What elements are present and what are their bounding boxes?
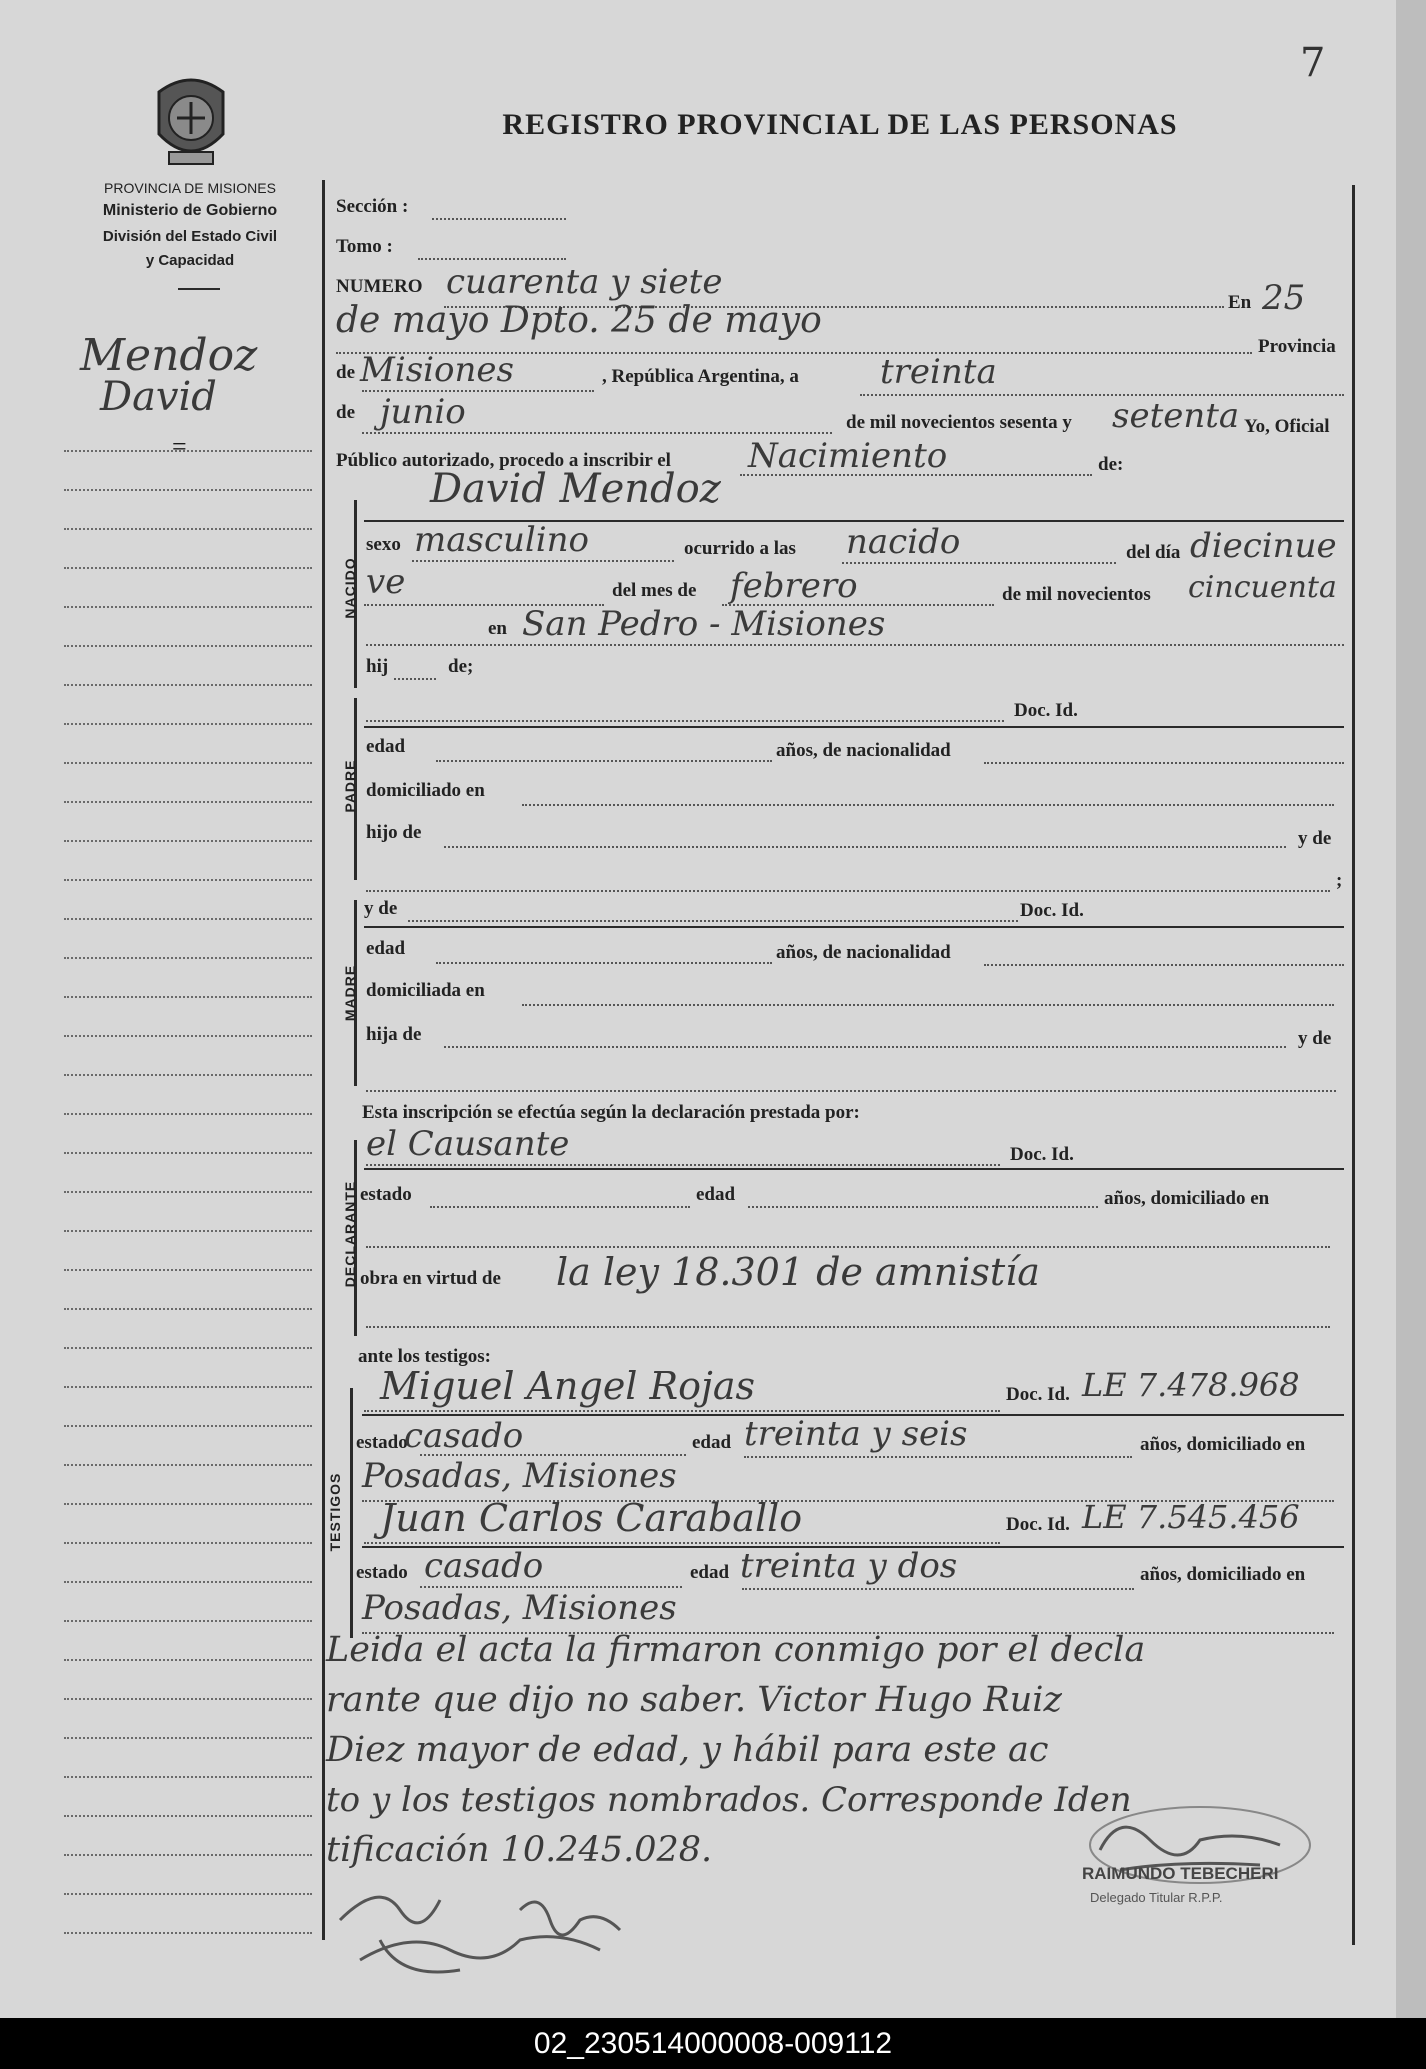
nombre-value: David Mendoz [430, 466, 721, 512]
madre-dom-line [522, 1004, 1334, 1006]
sexo-label: sexo [366, 534, 401, 555]
sidebar-rule-line [64, 1620, 312, 1622]
anio-value: setenta [1112, 396, 1240, 436]
testigo1-estado-label: estado [356, 1432, 408, 1453]
testigo2-doc-value: LE 7.545.456 [1082, 1498, 1300, 1536]
en-label-nac: en [488, 618, 507, 639]
de-semi-label: de; [448, 656, 474, 677]
sidebar-rule-line [64, 450, 312, 452]
de-colon-label: de: [1098, 454, 1124, 475]
image-caption: 02_230514000008-009112 [0, 2018, 1426, 2069]
sidebar-rule-line [64, 1152, 312, 1154]
sidebar-rule-line [64, 1815, 312, 1817]
sidebar-rule-line [64, 801, 312, 803]
testigo2-dom-value: Posadas, Misiones [362, 1588, 677, 1628]
declarante-doc-label: Doc. Id. [1010, 1144, 1074, 1165]
sidebar-rule-line [64, 762, 312, 764]
declarante-dom-line [366, 1246, 1330, 1248]
testigo1-dom-label: años, domiciliado en [1140, 1434, 1306, 1455]
note-line-3: Diez mayor de edad, y hábil para este ac [326, 1730, 1049, 1770]
testigo2-name-line [364, 1542, 1000, 1544]
padre-dom-line [522, 804, 1334, 806]
margin-given-name: David [100, 374, 217, 420]
sidebar-rule-line [64, 1464, 312, 1466]
ministry-label: Ministerio de Gobierno [102, 202, 278, 219]
padre-edad-label: edad [366, 736, 406, 757]
obra-label: obra en virtud de [360, 1268, 501, 1289]
document-title: REGISTRO PROVINCIAL DE LAS PERSONAS [502, 108, 1178, 141]
province-label: PROVINCIA DE MISIONES [104, 180, 276, 196]
madre-hija-line [444, 1046, 1286, 1048]
testigo1-doc-label: Doc. Id. [1006, 1384, 1070, 1405]
madre-y-de-label-2: y de [1298, 1028, 1332, 1049]
sidebar-rule-line [64, 1230, 312, 1232]
lugar-value: de mayo Dpto. 25 de mayo [336, 300, 822, 341]
lugar-nac-value: San Pedro - Misiones [522, 604, 886, 644]
padre-hijo-label: hijo de [366, 822, 422, 843]
del-dia-label: del día [1126, 542, 1181, 563]
ante-label: ante los testigos: [358, 1346, 491, 1367]
padre-edad-line [436, 760, 772, 762]
declarante-section-label: DECLARANTE [342, 1180, 358, 1288]
sidebar-rule-line [64, 1269, 312, 1271]
declarante-dom-label: años, domiciliado en [1104, 1188, 1270, 1209]
numero-label: NUMERO [336, 276, 423, 297]
testigo2-edad-line [742, 1588, 1134, 1590]
testigo2-name: Juan Carlos Caraballo [380, 1496, 803, 1540]
sidebar-rule-line [64, 1425, 312, 1427]
sidebar-rule-line [64, 606, 312, 608]
obra-line [366, 1326, 1330, 1328]
testigo1-name: Miguel Angel Rojas [380, 1364, 755, 1408]
declarante-estado-label: estado [360, 1184, 412, 1205]
obra-value: la ley 18.301 de amnistía [556, 1250, 1040, 1294]
sidebar-rule-line [64, 840, 312, 842]
padre-section-label: PADRE [342, 759, 358, 813]
sidebar-rule-line [64, 1347, 312, 1349]
testigos-bracket [350, 1388, 353, 1638]
left-margin-line [322, 180, 325, 1940]
padre-dom-label: domiciliado en [366, 780, 485, 801]
capacity-label: y Capacidad [145, 252, 235, 269]
mes-nac-value: febrero [730, 566, 858, 606]
testigo1-edad-line [744, 1456, 1132, 1458]
declarante-value: el Causante [366, 1124, 570, 1164]
mes-value: junio [380, 392, 466, 432]
sidebar-rule-line [64, 1893, 312, 1895]
declarante-estado-line [430, 1206, 690, 1208]
en-value: 25 [1262, 278, 1306, 318]
testigo1-estado-value: casado [404, 1416, 524, 1456]
sidebar-rule-line [64, 1503, 312, 1505]
sidebar-rule-line [64, 918, 312, 920]
ocurrido-label: ocurrido a las [684, 538, 796, 559]
testigo1-edad-value: treinta y seis [744, 1414, 968, 1454]
testigo2-estado-label: estado [356, 1562, 408, 1583]
dia-nac-value-1: diecinue [1190, 526, 1337, 566]
testigo2-doc-label: Doc. Id. [1006, 1514, 1070, 1535]
note-line-4: to y los testigos nombrados. Corresponde Iden [326, 1780, 1132, 1820]
madre-doc-label: Doc. Id. [1020, 900, 1084, 921]
sidebar-divider [178, 288, 220, 290]
numero-value: cuarenta y siete [446, 262, 723, 302]
sidebar-rule-line [64, 957, 312, 959]
madre-nac-line [984, 964, 1344, 966]
en-label: En [1228, 292, 1252, 313]
sidebar-rule-line [64, 1386, 312, 1388]
hij-label: hij [366, 656, 389, 677]
padre-name-line [366, 720, 1004, 722]
sexo-value: masculino [414, 520, 590, 560]
sidebar-rule-line [64, 1074, 312, 1076]
testigos-section-label: TESTIGOS [327, 1472, 343, 1552]
sidebar-rule-line [64, 1581, 312, 1583]
sexo-line [412, 560, 674, 562]
madre-dom-label: domiciliada en [366, 980, 485, 1001]
acto-line [740, 474, 1092, 476]
madre-y-de-label: y de [364, 898, 398, 919]
testigo1-dom-value: Posadas, Misiones [362, 1456, 677, 1496]
padre-semicolon: ; [1336, 870, 1343, 891]
republica-label: , República Argentina, a [602, 366, 799, 387]
testigo1-name-line [364, 1410, 1000, 1412]
acto-value: Nacimiento [748, 436, 948, 476]
madre-name-line [408, 920, 1018, 922]
declarante-name-line [366, 1164, 1000, 1166]
testigo1-doc-value: LE 7.478.968 [1082, 1366, 1300, 1404]
declarante-edad-label: edad [696, 1184, 736, 1205]
signature-left [320, 1870, 650, 1990]
sidebar-rule-line [64, 1113, 312, 1115]
madre-hija-label: hija de [366, 1024, 422, 1045]
lugar-nac-line [366, 644, 1344, 646]
sidebar-rule-line [64, 996, 312, 998]
sidebar-rule-line [64, 1776, 312, 1778]
right-margin-line [1352, 185, 1355, 1945]
page-number: 7 [1300, 40, 1326, 86]
sidebar-rule-line [64, 684, 312, 686]
sidebar-rule-line [64, 879, 312, 881]
madre-top-line [364, 926, 1344, 928]
testigo2-edad-value: treinta y dos [740, 1546, 958, 1586]
publico-label: Público autorizado, procedo a inscribir el [336, 450, 671, 471]
padre-top-line [364, 726, 1344, 728]
seccion-label: Sección : [336, 196, 409, 217]
padre-hijo-line [444, 846, 1286, 848]
madre-extra-line [366, 1090, 1336, 1092]
hora-line [842, 562, 1116, 564]
sidebar-rule-line [64, 1698, 312, 1700]
mil-nov-label: de mil novecientos [1002, 584, 1151, 605]
hij-line [394, 678, 436, 680]
note-line-2: rante que dijo no saber. Victor Hugo Ruiz [326, 1680, 1062, 1720]
sidebar-rule-line [64, 1854, 312, 1856]
testigo2-estado-value: casado [424, 1546, 544, 1586]
anio-nac-value: cincuenta [1188, 570, 1337, 605]
testigo1-edad-label: edad [692, 1432, 732, 1453]
hora-value: nacido [846, 522, 961, 562]
stamp-name: RAIMUNDO TEBECHERI [1082, 1864, 1279, 1883]
sidebar-rule-line [64, 645, 312, 647]
stamp-title: Delegado Titular R.P.P. [1090, 1890, 1223, 1905]
dia-nac-value-2: ve [366, 562, 406, 602]
declarante-edad-line [748, 1206, 1098, 1208]
sidebar-rule-line [64, 1191, 312, 1193]
madre-edad-line [436, 962, 772, 964]
sidebar-rule-line [64, 489, 312, 491]
margin-surname: Mendoz [80, 330, 258, 381]
madre-section-label: MADRE [342, 964, 358, 1022]
padre-nac-label: años, de nacionalidad [776, 740, 951, 761]
sidebar-rule-line [64, 1737, 312, 1739]
del-mes-label: del mes de [612, 580, 697, 601]
padre-doc-label: Doc. Id. [1014, 700, 1078, 721]
dia-line [860, 394, 1344, 396]
testigo2-dom-label: años, domiciliado en [1140, 1564, 1306, 1585]
sidebar-rule-line [64, 723, 312, 725]
note-line-5: tificación 10.245.028. [326, 1830, 713, 1870]
declarante-top-line [364, 1168, 1344, 1170]
declaracion-label: Esta inscripción se efectúa según la declaración prestada por: [362, 1102, 860, 1123]
sidebar-rule-line [64, 1932, 312, 1934]
provincia-value: Misiones [360, 350, 514, 390]
madre-edad-label: edad [366, 938, 406, 959]
testigo2-edad-label: edad [690, 1562, 730, 1583]
sidebar-rule-line [64, 528, 312, 530]
padre-extra-line [366, 890, 1330, 892]
de-label-1: de [336, 362, 355, 383]
padre-y-de-label: y de [1298, 828, 1332, 849]
sidebar-rule-line [64, 1659, 312, 1661]
padre-nac-line [984, 762, 1344, 764]
division-label: División del Estado Civil [102, 228, 278, 245]
yo-oficial-label: Yo, Oficial [1244, 416, 1330, 437]
sidebar-rule-line [64, 1035, 312, 1037]
sidebar-rule-line [64, 567, 312, 569]
de-label-2: de [336, 402, 355, 423]
madre-nac-label: años, de nacionalidad [776, 942, 951, 963]
tomo-label: Tomo : [336, 236, 393, 257]
provincia-label: Provincia [1258, 336, 1336, 357]
nacido-section-label: NACIDO [342, 557, 358, 619]
coat-of-arms-emblem [145, 72, 237, 170]
mes-line [362, 432, 832, 434]
sidebar-rule-line [64, 1542, 312, 1544]
note-line-1: Leida el acta la firmaron conmigo por el decla [326, 1630, 1146, 1670]
mil-sesenta-label: de mil novecientos sesenta y [846, 412, 1072, 433]
margin-mark: = [172, 432, 187, 461]
seccion-line [432, 218, 566, 220]
dia-value: treinta [880, 352, 997, 392]
tomo-line [418, 258, 566, 260]
sidebar-rule-line [64, 1308, 312, 1310]
page-edge [1396, 0, 1426, 2018]
